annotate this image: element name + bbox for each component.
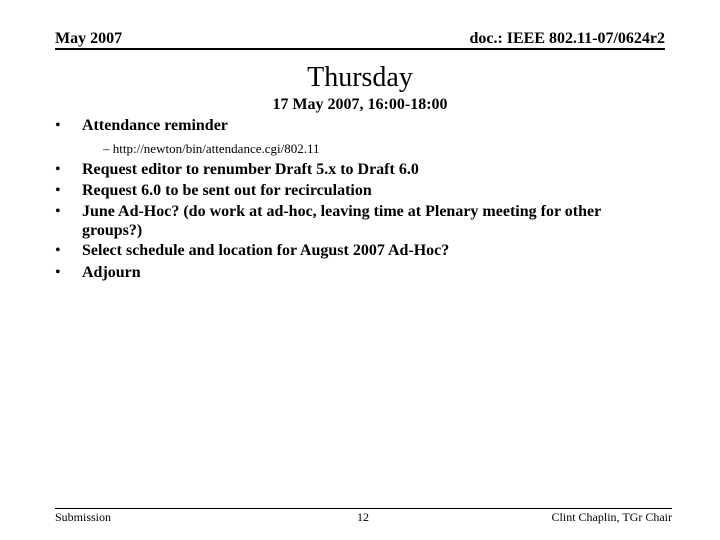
header-date: May 2007 bbox=[55, 30, 123, 47]
bullet-icon: • bbox=[55, 117, 61, 134]
bullet-text: Request 6.0 to be sent out for recirculation bbox=[82, 182, 372, 199]
header-doc-id: doc.: IEEE 802.11-07/0624r2 bbox=[469, 30, 665, 47]
bullet-text: Attendance reminder bbox=[82, 117, 228, 134]
slide-subtitle: 17 May 2007, 16:00-18:00 bbox=[272, 96, 448, 113]
dash-icon: – bbox=[103, 141, 110, 156]
bullet-text: Request editor to renumber Draft 5.x to Draft 6.0 bbox=[82, 161, 419, 178]
header-divider bbox=[55, 48, 665, 50]
sub-bullet-text: http://newton/bin/attendance.cgi/802.11 bbox=[112, 141, 320, 156]
bullet-icon: • bbox=[55, 203, 61, 220]
bullet-text: June Ad-Hoc? (do work at ad-hoc, leaving time at Plenary meeting for other bbox=[82, 203, 602, 220]
bullet-text: Adjourn bbox=[82, 264, 141, 281]
bullet-icon: • bbox=[55, 182, 61, 199]
sub-bullet-item bbox=[103, 141, 320, 157]
bullet-text: Select schedule and location for August 2007 Ad-Hoc? bbox=[82, 242, 450, 259]
bullet-icon: • bbox=[55, 161, 61, 178]
bullet-icon: • bbox=[55, 264, 61, 281]
footer-author: Clint Chaplin, TGr Chair bbox=[551, 510, 672, 524]
slide-title: Thursday bbox=[307, 62, 413, 93]
bullet-icon: • bbox=[55, 242, 61, 259]
footer-page-number: 12 bbox=[357, 510, 369, 524]
bullet-text-continuation: groups?) bbox=[82, 222, 143, 239]
footer-divider bbox=[55, 508, 672, 509]
footer-submission: Submission bbox=[55, 510, 112, 524]
